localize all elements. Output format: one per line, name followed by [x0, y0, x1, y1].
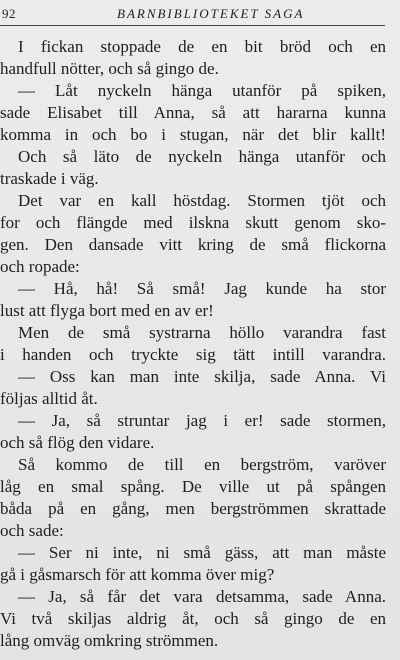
text-line: i handen och tryckte sig tätt intill varandra.: [0, 345, 386, 364]
text-line: sade Elisabet till Anna, så att hararna kunna: [0, 103, 386, 122]
text-line: Och så läto de nyckeln hänga utanför och: [18, 147, 386, 166]
text-line: I fickan stoppade de en bit bröd och en: [18, 37, 386, 56]
text-line: gen. Den dansade vitt kring de små flickorna: [0, 235, 386, 254]
text-line: Så kommo de till en bergström, varöver: [18, 455, 386, 474]
text-line: och så flög den vidare.: [0, 433, 155, 452]
text-line: båda på en gång, men bergströmmen skrattade: [0, 499, 386, 518]
text-line: lång omväg omkring strömmen.: [0, 631, 219, 650]
text-line: traskade i väg.: [0, 169, 99, 188]
text-line: — Hå, hå! Så små! Jag kunde ha stor: [18, 279, 386, 298]
text-line: lust att flyga bort med en av er!: [0, 301, 214, 320]
text-line: handfull nötter, och så gingo de.: [0, 59, 219, 78]
text-line: gå i gåsmarsch för att komma över mig?: [0, 565, 275, 584]
text-line: — Ja, så får det vara detsamma, sade Anna.: [18, 587, 386, 606]
text-line: Men de små systrarna höllo varandra fast: [18, 323, 386, 342]
page-number: 92: [2, 6, 16, 21]
text-line: — Ja, så struntar jag i er! sade stormen,: [18, 411, 386, 430]
page-header: [0, 4, 400, 24]
text-line: Vi två skiljas aldrig åt, och så gingo de en: [0, 609, 386, 628]
text-line: komma in och bo i stugan, när det blir kallt!: [0, 125, 386, 144]
text-line: for och flängde med ilskna skutt genom sko-: [0, 213, 386, 232]
text-line: — Låt nyckeln hänga utanför på spiken,: [18, 81, 386, 100]
text-line: Det var en kall höstdag. Stormen tjöt och: [18, 191, 386, 210]
text-line: — Ser ni inte, ni små gäss, att man måste: [18, 543, 386, 562]
text-line: — Oss kan man inte skilja, sade Anna. Vi: [18, 367, 386, 386]
text-line: följas alltid åt.: [0, 389, 98, 408]
text-line: och sade:: [0, 521, 64, 540]
text-line: låg en smal spång. De ville ut på spången: [0, 477, 386, 496]
text-line: och ropade:: [0, 257, 80, 276]
running-head: BARNBIBLIOTEKET SAGA: [117, 6, 305, 21]
header-rule: [0, 25, 385, 26]
